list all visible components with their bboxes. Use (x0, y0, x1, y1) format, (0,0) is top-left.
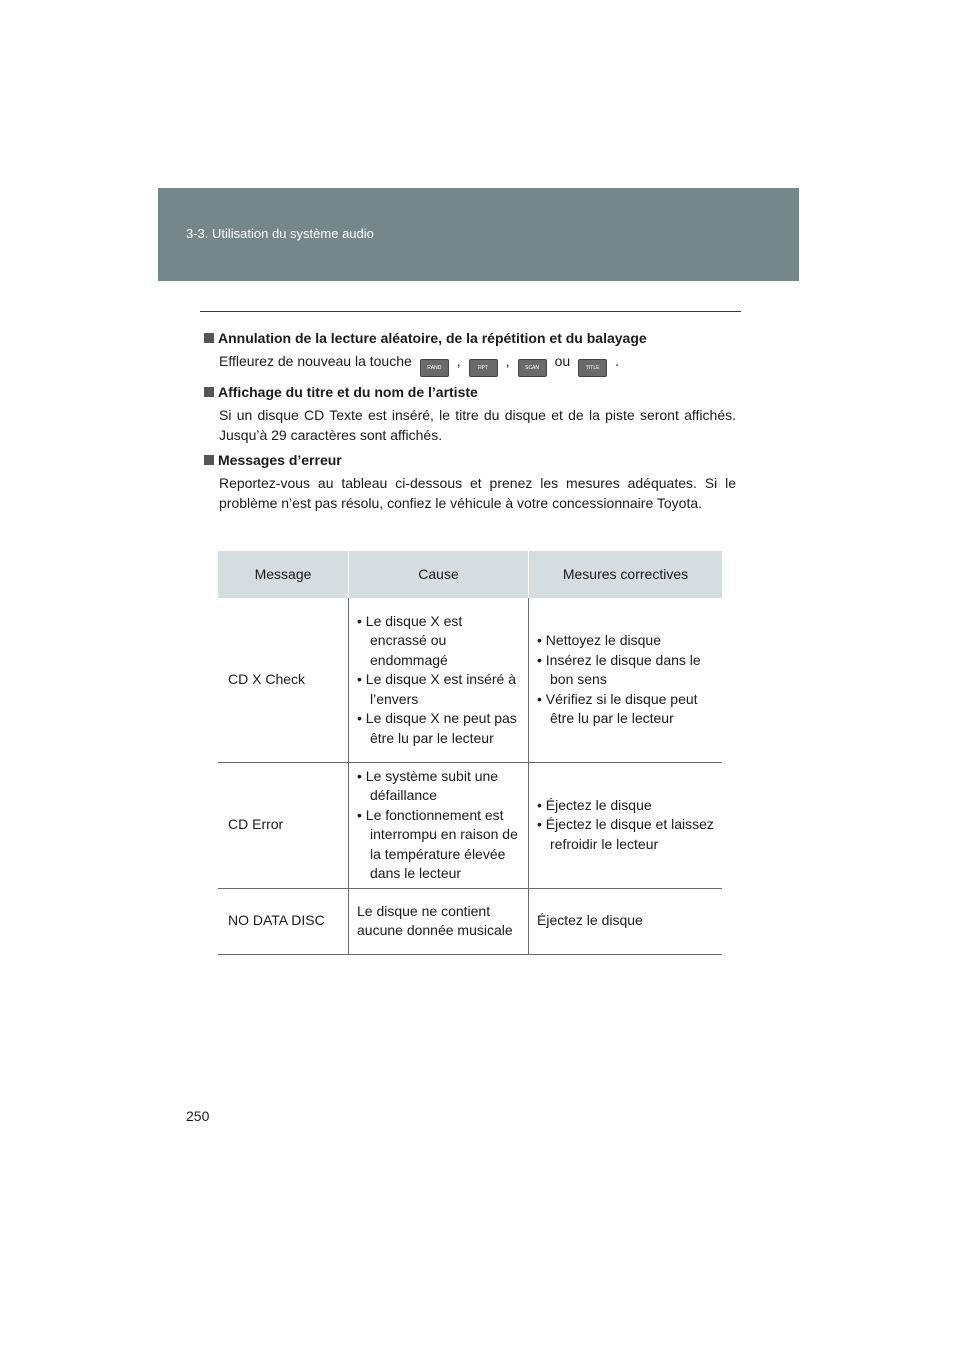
section-title: 3-3. Utilisation du système audio (186, 226, 374, 241)
paragraph-cancel: Effleurez de nouveau la touche RAND , RPT , SCAN ou TITLE . (219, 351, 736, 377)
error-table (218, 551, 722, 955)
table-row (218, 888, 722, 954)
page-number: 250 (186, 1108, 210, 1124)
heading-cancel: Annulation de la lecture aléatoire, de la répétition et du balayage (204, 328, 736, 348)
scan-key-icon: SCAN (518, 359, 547, 377)
cell-message: CD X Check (228, 671, 306, 687)
table-row (218, 598, 722, 762)
square-bullet-icon (204, 387, 214, 397)
cell-cause: • Le disque X est encrassé ou endommagé • Le disque X est inséré à l’envers • Le disque X ne peut pas être lu par le lecteur (349, 598, 529, 762)
cell-message: NO DATA DISC (228, 912, 325, 929)
heading-title-display: Affichage du titre et du nom de l’artiste (204, 382, 736, 402)
header-cause: Cause (349, 551, 529, 598)
square-bullet-icon (204, 333, 214, 343)
cell-fix: • Nettoyez le disque • Insérez le disque dans le bon sens • Vérifiez si le disque peut être lu par le lecteur (529, 598, 723, 762)
cell-fix: • Éjectez le disque • Éjectez le disque et laissez refroidir le lecteur (529, 762, 723, 888)
paragraph-errors: Reportez-vous au tableau ci-dessous et prenez les mesures adéquates. Si le problème n’est pas résolu, confiez le véhicule à votre concessionnaire Toyota. (219, 475, 736, 511)
title-key-icon: TITLE (578, 359, 607, 377)
divider (200, 311, 741, 312)
rand-key-icon: RAND (420, 359, 449, 377)
rpt-key-icon: RPT (469, 359, 498, 377)
cell-fix: Éjectez le disque (529, 888, 723, 954)
cell-cause: Le disque ne contient aucune donnée musicale (349, 888, 529, 954)
content (204, 328, 736, 513)
paragraph-title-display: Si un disque CD Texte est inséré, le titre du disque et de la piste seront affichés. Jusqu’à 29 caractères sont affichés. (219, 407, 736, 443)
header-fix: Mesures correctives (529, 551, 723, 598)
cell-message: CD Error (228, 816, 284, 833)
heading-errors: Messages d’erreur (204, 450, 736, 470)
header-message: Message (218, 551, 349, 598)
table-row (218, 762, 722, 888)
cell-cause: • Le système subit une défaillance • Le fonctionnement est interrompu en raison de la température élevée dans le lecteur (349, 762, 529, 888)
square-bullet-icon (204, 455, 214, 465)
